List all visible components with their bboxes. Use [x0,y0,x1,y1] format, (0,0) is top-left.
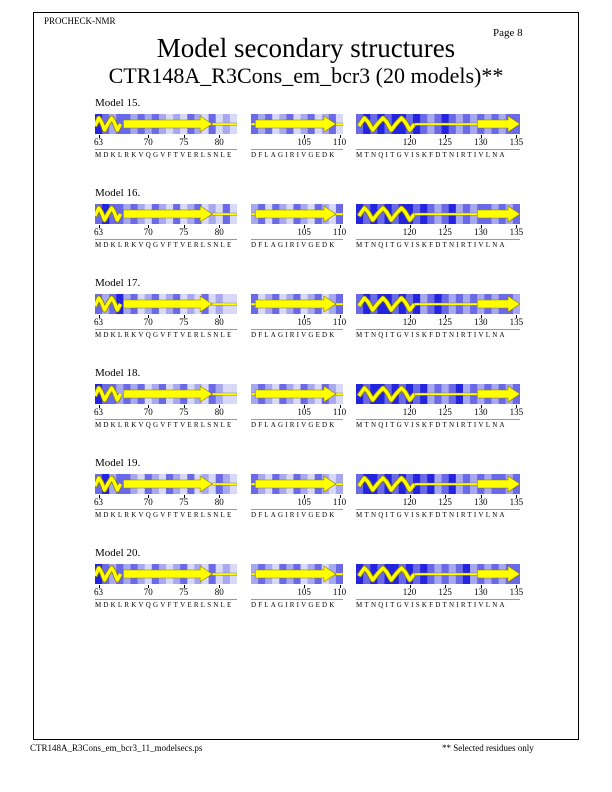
residue-number: 130 [474,317,488,327]
sequence-rule [356,239,520,240]
secondary-structure-strip [95,114,237,134]
residue-number: 70 [143,497,153,507]
sequence-text: MDKLRKVQGVFTVERLSNLE [95,331,234,339]
coil-line [414,573,477,575]
coil-line [336,483,343,485]
sequence-rule [251,419,343,420]
residue-number: 75 [179,227,189,237]
residue-number: 105 [297,227,311,237]
program-name: PROCHECK-NMR [44,16,116,26]
residue-number: 70 [143,587,153,597]
coil-line [251,393,255,395]
residue-number: 125 [438,137,452,147]
coil-line [414,483,477,485]
sequence-text: MDKLRKVQGVFTVERLSNLE [95,511,234,519]
sequence-text: MTNQITGVISKFDTNIRTIVLNA [356,421,507,429]
secondary-structure-strip [95,294,237,314]
residue-number: 75 [179,587,189,597]
residue-number: 120 [402,227,417,237]
sequence-rule [95,329,237,330]
residue-number: 80 [214,137,224,147]
sequence-rule [356,509,520,510]
residue-number: 105 [297,497,311,507]
model-block [0,547,612,637]
secondary-structure-strip [356,384,520,404]
sequence-text: MDKLRKVQGVFTVERLSNLE [95,421,234,429]
sequence-text: MTNQITGVISKFDTNIRTIVLNA [356,511,507,519]
residue-number: 75 [179,407,189,417]
secondary-structure-strip [95,204,237,224]
residue-number: 110 [332,227,347,237]
residue-number: 135 [509,227,524,237]
secondary-structure-strip [356,564,520,584]
coil-line [251,573,255,575]
page-number: Page 8 [493,27,523,39]
secondary-structure-strip [251,474,343,494]
residue-number: 125 [438,587,452,597]
sequence-rule [356,599,520,600]
sequence-text: DFLAGIRIVGEDK [251,421,337,429]
coil-line [251,483,255,485]
sequence-text: MTNQITGVISKFDTNIRTIVLNA [356,601,507,609]
sequence-rule [251,329,343,330]
coil-line [212,483,237,485]
sequence-text: DFLAGIRIVGEDK [251,601,337,609]
sequence-rule [251,599,343,600]
coil-line [336,573,343,575]
sequence-text: MTNQITGVISKFDTNIRTIVLNA [356,241,507,249]
sequence-rule [95,239,237,240]
sequence-text: MDKLRKVQGVFTVERLSNLE [95,601,234,609]
residue-number: 70 [143,317,153,327]
residue-number: 125 [438,317,452,327]
secondary-structure-strip [251,564,343,584]
model-block [0,457,612,547]
residue-number: 70 [143,137,153,147]
secondary-structure-strip [356,474,520,494]
coil-line [414,123,477,125]
residue-number: 63 [94,317,103,327]
sequence-text: DFLAGIRIVGEDK [251,331,337,339]
secondary-structure-strip [95,384,237,404]
secondary-structure-strip [251,204,343,224]
residue-number: 63 [94,497,103,507]
sequence-text: DFLAGIRIVGEDK [251,151,337,159]
model-label: Model 17. [95,277,141,289]
coil-line [251,123,255,125]
sequence-text: MTNQITGVISKFDTNIRTIVLNA [356,331,507,339]
residue-number: 80 [214,317,224,327]
coil-line [251,303,255,305]
sequence-text: MDKLRKVQGVFTVERLSNLE [95,241,234,249]
coil-line [336,393,343,395]
residue-number: 63 [94,587,103,597]
footer-filename: CTR148A_R3Cons_em_bcr3_11_modelsecs.ps [30,743,203,753]
coil-line [212,393,237,395]
secondary-structure-strip [95,474,237,494]
coil-line [336,303,343,305]
residue-number: 110 [332,587,347,597]
model-block [0,367,612,457]
model-label: Model 16. [95,187,141,199]
sequence-rule [251,239,343,240]
secondary-structure-strip [356,114,520,134]
sequence-text: DFLAGIRIVGEDK [251,511,337,519]
coil-line [336,213,343,215]
coil-line [212,303,237,305]
sequence-rule [95,419,237,420]
residue-number: 130 [474,407,488,417]
sequence-rule [251,149,343,150]
residue-number: 70 [143,227,153,237]
residue-number: 125 [438,497,452,507]
residue-number: 135 [509,137,524,147]
residue-number: 120 [402,587,417,597]
residue-number: 110 [332,407,347,417]
secondary-structure-strip [356,294,520,314]
sequence-text: MDKLRKVQGVFTVERLSNLE [95,151,234,159]
residue-number: 105 [297,587,311,597]
secondary-structure-strip [356,204,520,224]
coil-line [251,213,255,215]
model-block [0,187,612,277]
sequence-rule [95,599,237,600]
secondary-structure-strip [251,114,343,134]
residue-number: 130 [474,497,488,507]
sequence-text: DFLAGIRIVGEDK [251,241,337,249]
sequence-rule [95,509,237,510]
residue-number: 80 [214,227,224,237]
residue-number: 135 [509,317,524,327]
secondary-structure-strip [251,384,343,404]
sequence-rule [251,509,343,510]
residue-number: 75 [179,137,189,147]
coil-line [414,303,477,305]
model-block [0,97,612,187]
residue-number: 75 [179,497,189,507]
footer-note: ** Selected residues only [442,743,534,753]
residue-number: 125 [438,227,452,237]
coil-line [414,213,477,215]
secondary-structure-strip [251,294,343,314]
residue-number: 120 [402,407,417,417]
residue-number: 110 [332,137,347,147]
residue-number: 80 [214,407,224,417]
residue-number: 70 [143,407,153,417]
residue-number: 120 [402,497,417,507]
sequence-rule [356,149,520,150]
residue-number: 63 [94,227,103,237]
residue-number: 120 [402,317,417,327]
residue-number: 130 [474,227,488,237]
residue-number: 80 [214,587,224,597]
residue-number: 135 [509,587,524,597]
residue-number: 110 [332,497,347,507]
sequence-rule [356,329,520,330]
residue-number: 63 [94,137,103,147]
secondary-structure-strip [95,564,237,584]
sequence-text: MTNQITGVISKFDTNIRTIVLNA [356,151,507,159]
residue-number: 135 [509,497,524,507]
model-label: Model 20. [95,547,141,559]
coil-line [414,393,477,395]
model-label: Model 19. [95,457,141,469]
residue-number: 110 [332,317,347,327]
residue-number: 135 [509,407,524,417]
sequence-rule [95,149,237,150]
model-label: Model 15. [95,97,141,109]
coil-line [212,573,237,575]
coil-line [212,123,237,125]
residue-number: 105 [297,137,311,147]
coil-line [212,213,237,215]
coil-line [336,123,343,125]
residue-number: 125 [438,407,452,417]
page-title: Model secondary structures [156,33,456,63]
residue-number: 105 [297,317,311,327]
residue-number: 130 [474,587,488,597]
residue-number: 120 [402,137,417,147]
residue-number: 80 [214,497,224,507]
residue-number: 63 [94,407,103,417]
model-label: Model 18. [95,367,141,379]
residue-number: 130 [474,137,488,147]
page-subtitle: CTR148A_R3Cons_em_bcr3 (20 models)** [108,63,504,88]
residue-number: 75 [179,317,189,327]
model-block [0,277,612,367]
residue-number: 105 [297,407,311,417]
sequence-rule [356,419,520,420]
